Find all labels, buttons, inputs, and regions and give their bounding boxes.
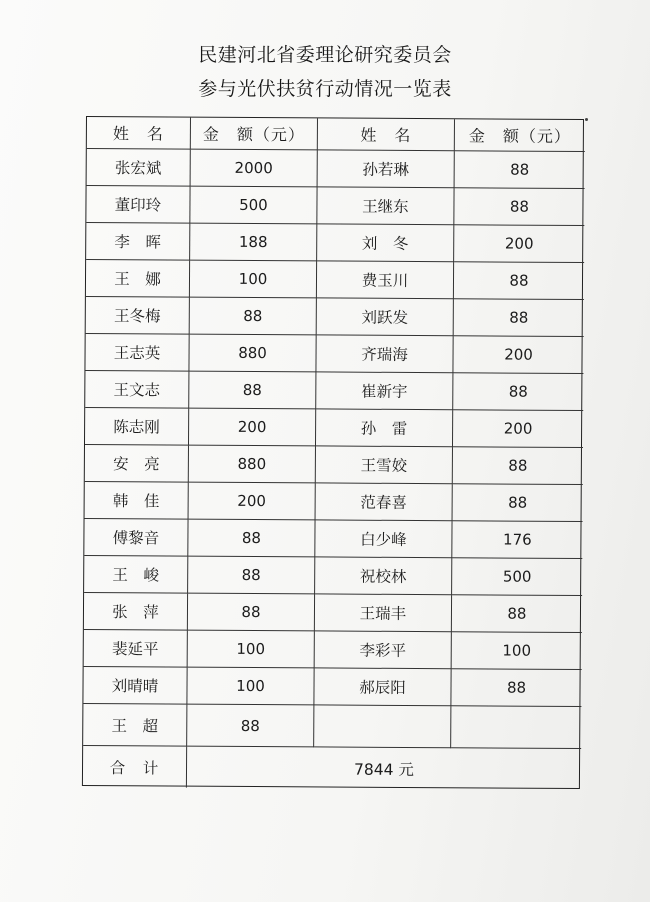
document-subtitle: 参与光伏扶贫行动情况一览表: [198, 78, 452, 100]
donor-name-cell: 刘 冬: [317, 224, 454, 262]
donor-name-cell: 王冬梅: [86, 297, 190, 335]
donor-name-cell: 陈志刚: [85, 408, 189, 446]
amount-cell: 88: [452, 595, 582, 633]
column-header: 金 额（元）: [191, 118, 318, 151]
donor-name-cell: 张 萍: [84, 593, 188, 631]
column-header: 姓 名: [318, 118, 455, 151]
donor-name-cell: [314, 705, 451, 748]
donor-name-cell: 范春喜: [316, 483, 453, 521]
donor-name-cell: 韩 佳: [85, 482, 189, 520]
donor-name-cell: 裴延平: [84, 630, 188, 668]
donor-name-cell: 王 峻: [84, 556, 188, 594]
amount-cell: 200: [189, 483, 316, 521]
amount-cell: 880: [189, 446, 316, 484]
amount-cell: [451, 706, 581, 749]
donor-name-cell: 张宏斌: [87, 149, 191, 187]
donor-name-cell: 王文志: [85, 371, 189, 409]
donor-name-cell: 齐瑞海: [316, 335, 453, 373]
amount-cell: 200: [454, 225, 584, 263]
amount-cell: 88: [455, 151, 585, 189]
donor-name-cell: 刘跃发: [317, 298, 454, 336]
donor-name-cell: 李 晖: [86, 223, 190, 261]
amount-cell: 880: [189, 335, 316, 373]
donor-name-cell: 费玉川: [317, 261, 454, 299]
document-title: 民建河北省委理论研究委员会: [198, 44, 452, 66]
amount-cell: 200: [189, 409, 316, 447]
amount-cell: 88: [454, 188, 584, 226]
amount-cell: 88: [188, 520, 315, 558]
amount-cell: 100: [188, 631, 315, 669]
amount-cell: 88: [453, 484, 583, 522]
total-label: 合 计: [83, 746, 187, 788]
amount-cell: 88: [451, 669, 581, 707]
amount-cell: 88: [453, 447, 583, 485]
donor-name-cell: 傅黎音: [84, 519, 188, 557]
amount-cell: 88: [188, 594, 315, 632]
scan-speck: [585, 118, 588, 121]
donor-name-cell: 王雪姣: [316, 446, 453, 484]
amount-cell: 88: [190, 298, 317, 336]
amount-cell: 500: [452, 558, 582, 596]
amount-cell: 176: [452, 521, 582, 559]
amount-cell: 200: [453, 410, 583, 448]
amount-cell: 200: [453, 336, 583, 374]
amount-cell: 88: [454, 262, 584, 300]
total-value: 7844 元: [354, 760, 415, 779]
donor-name-cell: 王 娜: [86, 260, 190, 298]
donation-table: [82, 116, 584, 789]
donor-name-cell: 董印玲: [86, 186, 190, 224]
donor-name-cell: 王 超: [83, 704, 187, 747]
amount-cell: 100: [190, 261, 317, 299]
donor-name-cell: 郝辰阳: [314, 668, 451, 706]
amount-cell: 100: [452, 632, 582, 670]
donor-name-cell: 白少峰: [315, 520, 452, 558]
donor-name-cell: 王继东: [317, 187, 454, 225]
donor-name-cell: 王志英: [85, 334, 189, 372]
column-header: 姓 名: [87, 117, 191, 150]
donor-name-cell: 刘晴晴: [83, 667, 187, 705]
column-header: 金 额（元）: [455, 119, 585, 152]
amount-cell: 88: [189, 372, 316, 410]
donor-name-cell: 祝校林: [315, 557, 452, 595]
donor-name-cell: 孙 雷: [316, 409, 453, 447]
donor-name-cell: 崔新宇: [316, 372, 453, 410]
amount-cell: 88: [188, 557, 315, 595]
amount-cell: 188: [190, 224, 317, 262]
donor-name-cell: 李彩平: [315, 631, 452, 669]
donor-name-cell: 孙若琳: [318, 150, 455, 188]
amount-cell: 88: [454, 299, 584, 337]
amount-cell: 88: [187, 705, 314, 748]
amount-cell: 500: [190, 187, 317, 225]
amount-cell: 88: [453, 373, 583, 411]
donor-name-cell: 安 亮: [85, 445, 189, 483]
amount-cell: 2000: [191, 150, 318, 188]
donor-name-cell: 王瑞丰: [315, 594, 452, 632]
amount-cell: 100: [187, 668, 314, 706]
